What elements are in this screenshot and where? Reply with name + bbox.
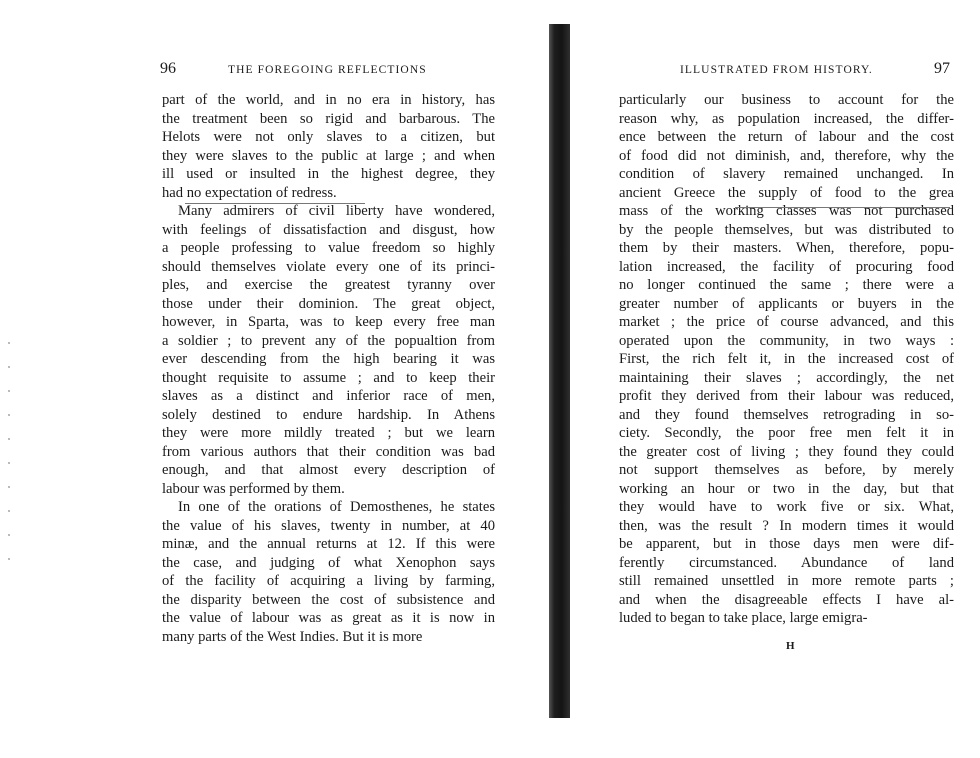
text-line: In one of the orations of Demosthenes, he states (178, 499, 495, 515)
right-page-number: 97 (934, 60, 950, 77)
text-line: ence between the return of labour and the cost (619, 129, 954, 145)
text-line: ples, and exercise the greatest tyranny over (162, 277, 495, 293)
text-line: of food did not diminish, and, therefore, why the (619, 147, 954, 164)
margin-specks (8, 320, 10, 560)
text-line: those under their dominion. The great object, (162, 295, 495, 312)
text-line: had no expectation of redress. (162, 184, 337, 201)
text-line: with feelings of dissatisfaction and disgust, how (162, 221, 495, 238)
text-line: ever descending from the high bearing it was (162, 351, 495, 367)
text-line: lation increased, the facility of procuring food (619, 258, 954, 275)
text-line: ciety. Secondly, the poor free men felt it in (619, 425, 954, 441)
text-line: working an hour or two in the day, but that (619, 480, 954, 497)
text-line: a people professing to value freedom so highly (162, 240, 495, 256)
text-line: ancient Greece the supply of food to the grea (619, 184, 954, 201)
text-line: profit they derived from their labour was reduced, (619, 388, 954, 404)
text-line: a soldier ; to prevent any of the popualtion from (162, 332, 495, 349)
text-line: and they found themselves retrograding in so- (619, 406, 954, 423)
text-line: and when the disagreeable effects I have al- (619, 591, 954, 608)
text-line: them by their masters. When, therefore, popu- (619, 240, 954, 256)
text-line: of the facility of acquiring a living by farming, (162, 573, 495, 589)
text-line: enough, and that almost every description of (162, 462, 495, 478)
text-line: the case, and judging of what Xenophon says (162, 554, 495, 571)
text-line: minæ, and the annual returns at 12. If this were (162, 536, 495, 552)
text-line: luded to began to take place, large emigra- (619, 610, 868, 626)
text-line: no longer continued the same ; there were a (619, 277, 954, 293)
underline-mark (185, 203, 365, 204)
text-line: from various authors that their condition was bad (162, 443, 495, 460)
text-line: condition of slavery remained unchanged. In (619, 166, 954, 182)
text-line: maintaining their slaves ; accordingly, the net (619, 369, 954, 386)
left-page-number: 96 (160, 60, 176, 77)
text-line: they were slaves to the public at large ; and when (162, 147, 495, 164)
text-line: the treatment been so rigid and barbarous. The (162, 110, 495, 127)
text-line: First, the rich felt it, in the increased cost of (619, 351, 954, 367)
text-line: mass of the working classes was not purchased (619, 203, 954, 219)
text-line: by the people themselves, but was distributed to (619, 221, 954, 238)
text-line: slaves as a distinct and inferior race of men, (162, 388, 495, 404)
text-line: still remained unsettled in more remote parts ; (619, 573, 954, 589)
text-line: greater number of applicants or buyers in the (619, 295, 954, 312)
book-gutter (549, 24, 570, 718)
text-line: be apparent, but in those days men were dif- (619, 536, 954, 552)
text-line: the greater cost of living ; they found they could (619, 443, 954, 460)
text-line: they would have to work five or six. What, (619, 499, 954, 515)
text-line: they were more mildly treated ; but we learn (162, 425, 495, 441)
right-page-text (619, 91, 954, 628)
right-running-head: ILLUSTRATED FROM HISTORY. (680, 64, 873, 76)
text-line: particularly our business to account for the (619, 92, 954, 108)
text-line: market ; the price of course advanced, and this (619, 314, 954, 330)
text-line: reason why, as population increased, the differ- (619, 110, 954, 127)
text-line: then, was the result ? In modern times it would (619, 517, 954, 534)
left-running-head: THE FOREGOING REFLECTIONS (228, 64, 427, 76)
text-line: however, in Sparta, was to keep every free man (162, 314, 495, 330)
text-line: the value of his slaves, twenty in number, at 40 (162, 517, 495, 534)
text-line: should themselves violate every one of its princi- (162, 258, 495, 275)
text-line: solely destined to endure hardship. In Athens (162, 406, 495, 423)
text-line: part of the world, and in no era in history, has (162, 92, 495, 108)
text-line: Helots were not only slaves to a citizen, but (162, 129, 495, 145)
text-line: the value of labour was as great as it is now in (162, 610, 495, 626)
signature-mark: H (786, 640, 795, 652)
text-line: ill used or insulted in the highest degree, they (162, 166, 495, 182)
text-line: Many admirers of civil liberty have wondered, (178, 203, 495, 219)
underline-mark-right (735, 207, 950, 208)
left-page-text (162, 91, 495, 646)
text-line: operated upon the community, in two ways : (619, 332, 954, 349)
text-line: ferently circumstanced. Abundance of land (619, 554, 954, 571)
text-line: the disparity between the cost of subsistence and (162, 591, 495, 608)
right-page (570, 0, 980, 758)
text-line: not support themselves as before, by merely (619, 462, 954, 478)
text-line: thought requisite to assume ; and to keep their (162, 369, 495, 386)
text-line: labour was performed by them. (162, 480, 345, 497)
text-line: many parts of the West Indies. But it is more (162, 628, 423, 645)
